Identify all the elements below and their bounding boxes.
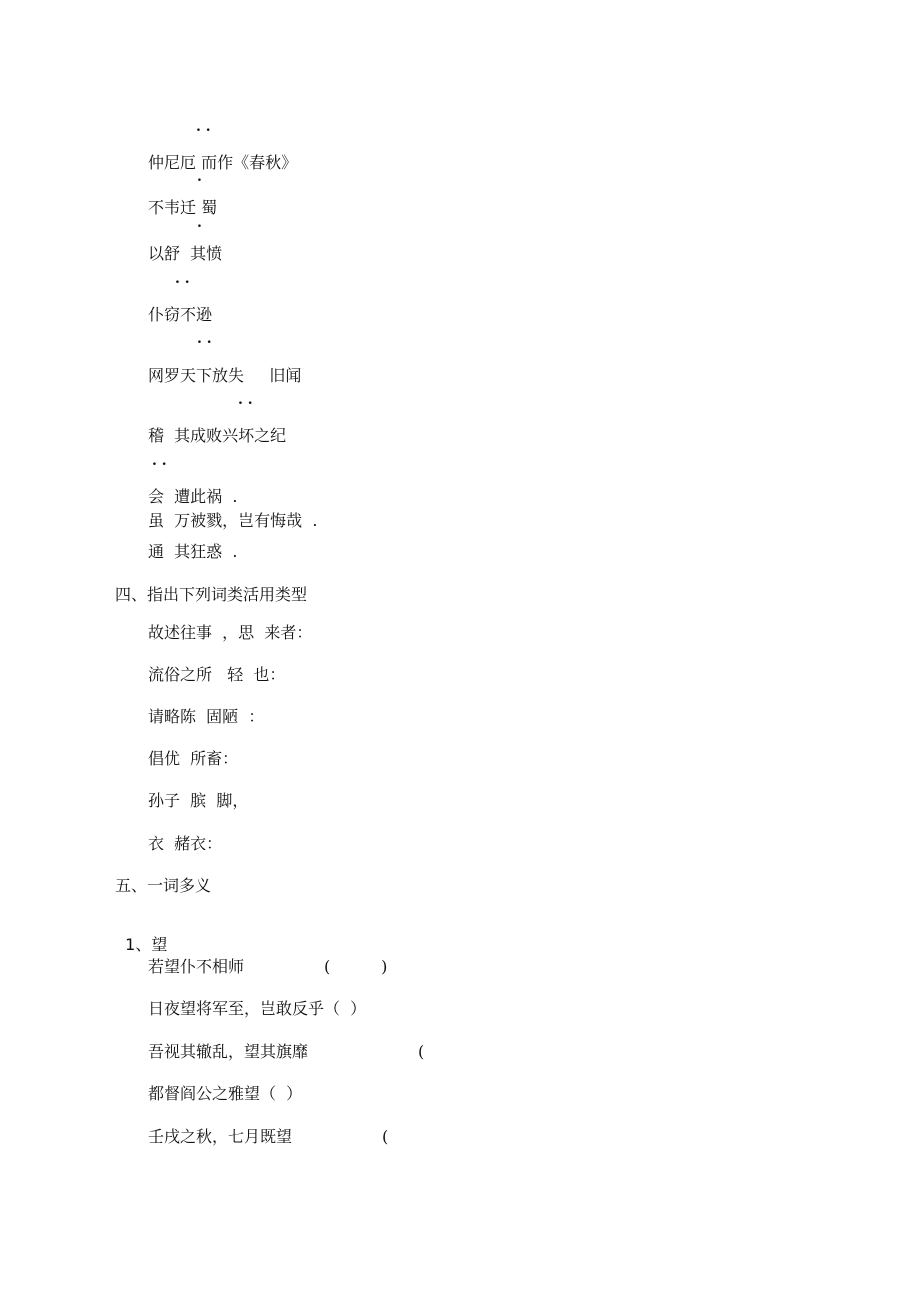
sentence-line: 虽 万被戮，岂有悔哉 . bbox=[148, 511, 318, 530]
exercise-line: 吾视其辙乱，望其旗靡 bbox=[148, 1042, 309, 1061]
sub-heading-label: 、望 bbox=[135, 935, 168, 954]
sentence-line: 仆窃不逊 bbox=[148, 305, 213, 324]
emphasis-dots: . bbox=[197, 215, 202, 231]
emphasis-dots: . . bbox=[175, 271, 190, 287]
exercise-line: 倡优 所畜： bbox=[148, 749, 239, 768]
sentence-line: 仲尼厄 而作《春秋》 bbox=[148, 153, 298, 172]
section-heading: 五、一词多义 bbox=[115, 876, 212, 895]
answer-blank: ( bbox=[382, 1127, 389, 1146]
emphasis-dots: . . bbox=[196, 119, 211, 135]
emphasis-dots: . . bbox=[197, 331, 212, 347]
exercise-line: 壬戌之秋，七月既望 bbox=[148, 1127, 293, 1146]
exercise-line: 衣 赭衣： bbox=[148, 834, 223, 853]
exercise-line: 孙子 膑 脚， bbox=[148, 791, 249, 810]
emphasis-dots: . . bbox=[238, 392, 253, 408]
exercise-line: 故述往事 ，思 来者： bbox=[148, 623, 313, 642]
exercise-line: 日夜望将军至，岂敢反乎（ ） bbox=[148, 999, 367, 1018]
sentence-line: 通 其狂惑 . bbox=[148, 542, 238, 561]
exercise-line: 若望仆不相师 bbox=[148, 957, 245, 976]
emphasis-dots: . bbox=[197, 169, 202, 185]
sentence-line: 网罗天下放失 旧闻 bbox=[148, 366, 302, 385]
sub-heading-number: 1 bbox=[125, 935, 136, 954]
sentence-line: 会 遭此祸 . bbox=[148, 487, 238, 506]
sentence-line: 以舒 其愤 bbox=[148, 244, 223, 263]
section-heading: 四、指出下列词类活用类型 bbox=[115, 585, 308, 604]
sub-heading bbox=[115, 915, 168, 954]
answer-blank: ( ) bbox=[324, 957, 388, 976]
exercise-line: 流俗之所 轻 也： bbox=[148, 665, 286, 684]
sentence-line: 不韦迁 蜀 bbox=[148, 198, 218, 217]
answer-blank: ( bbox=[418, 1042, 425, 1061]
sentence-line: 稽 其成败兴坏之纪 bbox=[148, 426, 287, 445]
emphasis-dots: . . bbox=[152, 453, 167, 469]
exercise-line: 请略陈 固陋 ： bbox=[148, 707, 265, 726]
exercise-line: 都督阎公之雅望（ ） bbox=[148, 1084, 303, 1103]
